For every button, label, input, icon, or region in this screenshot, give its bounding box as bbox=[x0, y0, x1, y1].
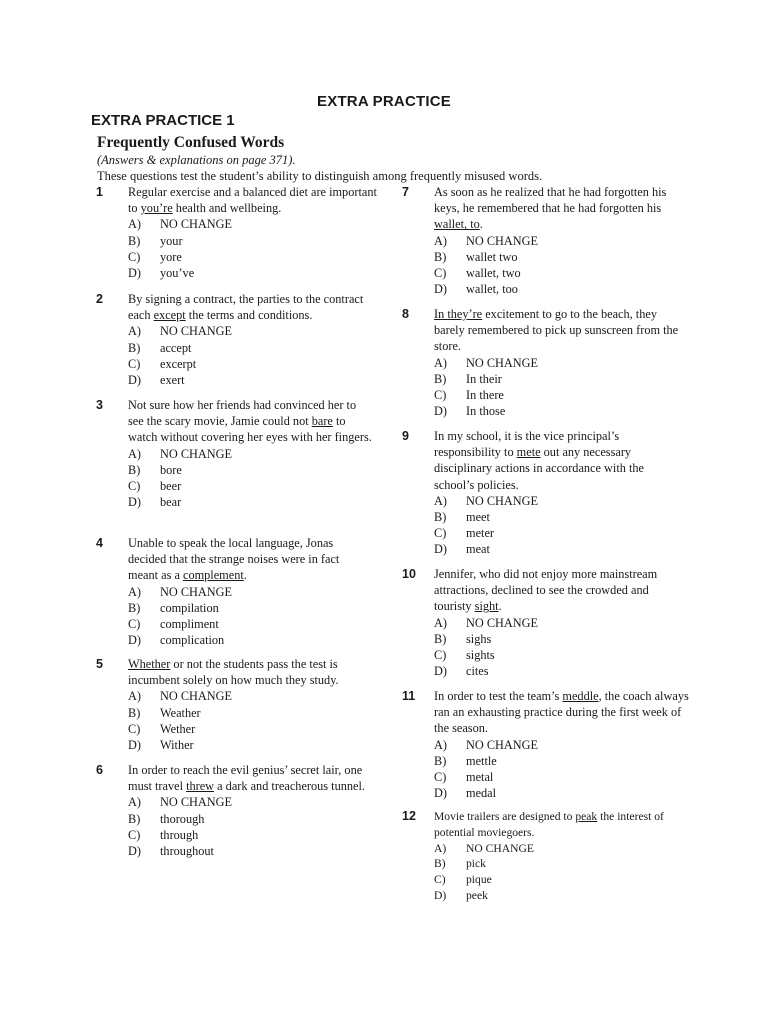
option-b[interactable]: B) compilation bbox=[128, 600, 219, 615]
option-b[interactable]: B) sighs bbox=[434, 631, 492, 646]
option-c[interactable]: C) beer bbox=[128, 479, 182, 494]
question-stem: In my school, it is the vice principal’s responsibility to mete out any necessary disciplinary actions in accordance with the school’s policies. bbox=[434, 429, 644, 492]
option-a[interactable]: A) NO CHANGE bbox=[434, 493, 539, 508]
option-c[interactable]: C) yore bbox=[128, 249, 182, 264]
question-stem: Jennifer, who did not enjoy more mainstream attractions, declined to see the crowded and touristy sight. bbox=[434, 567, 658, 614]
option-c[interactable]: C) metal bbox=[434, 770, 494, 785]
option-a[interactable]: A) NO CHANGE bbox=[434, 841, 534, 855]
option-c[interactable]: C) pique bbox=[434, 873, 492, 887]
option-a[interactable]: A) NO CHANGE bbox=[128, 795, 233, 810]
question-stem: Regular exercise and a balanced diet are important to you’re health and wellbeing. bbox=[128, 185, 377, 216]
option-d[interactable]: D) In those bbox=[434, 404, 506, 419]
option-d[interactable]: D) peek bbox=[434, 888, 488, 902]
option-d[interactable]: D) meat bbox=[434, 542, 490, 557]
question-number: 8 bbox=[402, 307, 409, 321]
option-a[interactable]: A) NO CHANGE bbox=[128, 217, 233, 232]
question-number: 2 bbox=[96, 292, 103, 306]
question-stem: In they’re excitement to go to the beach, they barely remembered to pick up sunscreen from the store. bbox=[434, 307, 679, 354]
option-d[interactable]: D) exert bbox=[128, 373, 185, 388]
option-a[interactable]: A) NO CHANGE bbox=[434, 737, 539, 752]
question-5 bbox=[96, 656, 368, 753]
option-b[interactable]: B) mettle bbox=[434, 753, 497, 768]
question-stem: As soon as he realized that he had forgotten his keys, he remembered that he had forgotten his wallet, to. bbox=[434, 185, 667, 232]
option-c[interactable]: C) compliment bbox=[128, 617, 219, 632]
option-c[interactable]: C) In there bbox=[434, 388, 504, 403]
question-number: 5 bbox=[96, 657, 103, 671]
section-title: EXTRA PRACTICE 1 bbox=[91, 112, 235, 129]
question-3 bbox=[96, 397, 373, 510]
answers-note: (Answers & explanations on page 371). bbox=[97, 153, 296, 167]
question-stem: Whether or not the students pass the test is incumbent solely on how much they study. bbox=[128, 657, 339, 688]
question-1 bbox=[96, 184, 378, 281]
question-6 bbox=[96, 762, 368, 859]
page-title: EXTRA PRACTICE bbox=[317, 93, 451, 110]
question-9 bbox=[402, 428, 664, 558]
option-a[interactable]: A) NO CHANGE bbox=[434, 355, 539, 370]
option-a[interactable]: A) NO CHANGE bbox=[128, 324, 233, 339]
question-stem: Movie trailers are designed to peak the interest of potential moviegoers. bbox=[434, 810, 664, 839]
question-number: 10 bbox=[402, 567, 416, 581]
option-b[interactable]: B) accept bbox=[128, 340, 192, 355]
option-a[interactable]: A) NO CHANGE bbox=[434, 233, 539, 248]
question-4 bbox=[96, 535, 358, 648]
question-number: 4 bbox=[96, 536, 103, 550]
question-stem: Unable to speak the local language, Jonas decided that the strange noises were in fact meant as a complement. bbox=[128, 536, 340, 583]
question-number: 7 bbox=[402, 185, 409, 199]
option-d[interactable]: D) throughout bbox=[128, 844, 214, 859]
option-a[interactable]: A) NO CHANGE bbox=[128, 584, 233, 599]
option-b[interactable]: B) In their bbox=[434, 371, 502, 386]
question-10 bbox=[402, 566, 674, 679]
question-number: 11 bbox=[402, 689, 416, 703]
option-c[interactable]: C) meter bbox=[434, 526, 494, 541]
option-a[interactable]: A) NO CHANGE bbox=[128, 689, 233, 704]
question-11 bbox=[402, 688, 689, 801]
option-c[interactable]: C) excerpt bbox=[128, 356, 197, 371]
option-b[interactable]: B) bore bbox=[128, 462, 182, 477]
option-d[interactable]: D) bear bbox=[128, 495, 182, 510]
question-2 bbox=[96, 291, 368, 388]
option-b[interactable]: B) your bbox=[128, 233, 183, 248]
intro-text: These questions test the student’s ability to distinguish among frequently misused words. bbox=[97, 169, 543, 183]
option-a[interactable]: A) NO CHANGE bbox=[434, 615, 539, 630]
question-number: 12 bbox=[402, 809, 416, 823]
option-d[interactable]: D) you’ve bbox=[128, 266, 195, 281]
option-b[interactable]: B) Weather bbox=[128, 705, 201, 720]
option-d[interactable]: D) complication bbox=[128, 633, 225, 648]
question-12 bbox=[402, 809, 699, 904]
question-7 bbox=[402, 184, 679, 297]
option-b[interactable]: B) wallet two bbox=[434, 249, 518, 264]
question-8 bbox=[402, 306, 679, 419]
subsection-title: Frequently Confused Words bbox=[97, 134, 285, 151]
question-number: 3 bbox=[96, 398, 103, 412]
question-stem: By signing a contract, the parties to the contract each except the terms and conditions. bbox=[128, 292, 364, 323]
option-d[interactable]: D) cites bbox=[434, 664, 489, 679]
question-number: 6 bbox=[96, 763, 103, 777]
question-stem: Not sure how her friends had convinced her to see the scary movie, Jamie could not bare to watch without covering her eyes with her fingers. bbox=[128, 398, 372, 445]
option-a[interactable]: A) NO CHANGE bbox=[128, 446, 233, 461]
question-number: 9 bbox=[402, 429, 409, 443]
option-d[interactable]: D) wallet, too bbox=[434, 282, 518, 297]
question-number: 1 bbox=[96, 185, 103, 199]
option-c[interactable]: C) Wether bbox=[128, 721, 196, 736]
option-c[interactable]: C) through bbox=[128, 827, 199, 842]
question-stem: In order to test the team’s meddle, the coach always ran an exhausting practice during the first week of the season. bbox=[434, 689, 689, 736]
option-d[interactable]: D) Wither bbox=[128, 738, 194, 753]
question-stem: In order to reach the evil genius’ secret lair, one must travel threw a dark and treacherous tunnel. bbox=[128, 763, 365, 794]
option-b[interactable]: B) pick bbox=[434, 857, 486, 871]
option-d[interactable]: D) medal bbox=[434, 786, 497, 801]
option-b[interactable]: B) thorough bbox=[128, 811, 205, 826]
option-c[interactable]: C) wallet, two bbox=[434, 266, 521, 281]
option-c[interactable]: C) sights bbox=[434, 648, 495, 663]
option-b[interactable]: B) meet bbox=[434, 510, 490, 525]
